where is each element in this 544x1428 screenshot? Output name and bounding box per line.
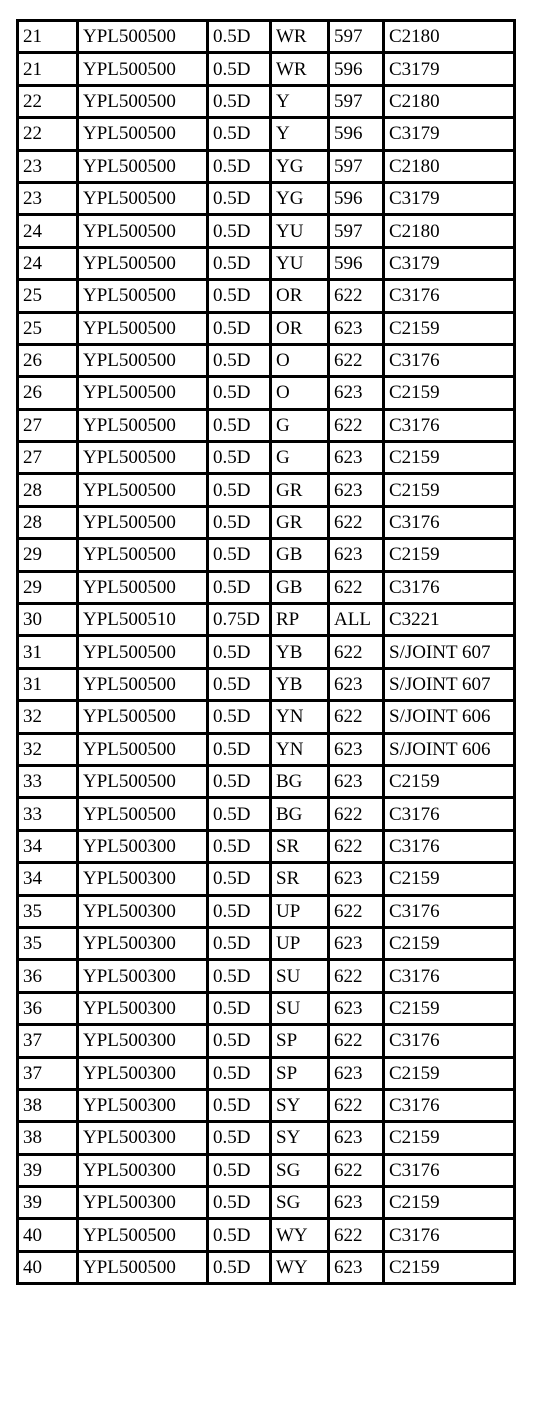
wire-color-cell: SY	[271, 1089, 329, 1121]
connector-cell: C2159	[384, 1187, 515, 1219]
circuit-ref-cell: 623	[329, 377, 384, 409]
circuit-ref-cell: 623	[329, 668, 384, 700]
wire-color-cell: BG	[271, 765, 329, 797]
wire-color-cell: GR	[271, 474, 329, 506]
circuit-ref-cell: 622	[329, 636, 384, 668]
table-row	[18, 604, 515, 636]
table-row	[18, 1187, 515, 1219]
part-number-cell: YPL500500	[78, 701, 208, 733]
part-number-cell: YPL500300	[78, 1187, 208, 1219]
circuit-ref-cell: 622	[329, 1089, 384, 1121]
wire-number-cell: 32	[18, 733, 78, 765]
table-row	[18, 506, 515, 538]
table-row	[18, 960, 515, 992]
wire-number-cell: 26	[18, 377, 78, 409]
circuit-ref-cell: 596	[329, 247, 384, 279]
connector-cell: S/JOINT 607	[384, 636, 515, 668]
wire-number-cell: 24	[18, 215, 78, 247]
connector-cell: C2159	[384, 765, 515, 797]
connector-cell: C2159	[384, 927, 515, 959]
circuit-ref-cell: 623	[329, 1251, 384, 1283]
wire-size-cell: 0.5D	[208, 506, 271, 538]
connector-cell: C3179	[384, 53, 515, 85]
circuit-ref-cell: 622	[329, 830, 384, 862]
wire-number-cell: 37	[18, 1025, 78, 1057]
wire-size-cell: 0.5D	[208, 701, 271, 733]
part-number-cell: YPL500500	[78, 539, 208, 571]
connector-cell: C3179	[384, 247, 515, 279]
connector-cell: C3176	[384, 280, 515, 312]
part-number-cell: YPL500500	[78, 409, 208, 441]
connector-cell: C3176	[384, 798, 515, 830]
wire-size-cell: 0.5D	[208, 1057, 271, 1089]
table-row	[18, 118, 515, 150]
wire-number-cell: 26	[18, 344, 78, 376]
wire-size-cell: 0.5D	[208, 150, 271, 182]
connector-cell: C3179	[384, 182, 515, 214]
wire-size-cell: 0.5D	[208, 895, 271, 927]
wire-color-cell: WY	[271, 1219, 329, 1251]
table-row	[18, 863, 515, 895]
wire-size-cell: 0.5D	[208, 118, 271, 150]
circuit-ref-cell: 623	[329, 863, 384, 895]
wire-number-cell: 28	[18, 474, 78, 506]
part-number-cell: YPL500500	[78, 312, 208, 344]
part-number-cell: YPL500300	[78, 1154, 208, 1186]
connector-cell: C2159	[384, 992, 515, 1024]
wire-size-cell: 0.5D	[208, 215, 271, 247]
wire-number-cell: 23	[18, 182, 78, 214]
circuit-ref-cell: 622	[329, 960, 384, 992]
wire-color-cell: WY	[271, 1251, 329, 1283]
wire-color-cell: YB	[271, 668, 329, 700]
wire-number-cell: 31	[18, 668, 78, 700]
table-row	[18, 409, 515, 441]
connector-cell: C2159	[384, 1251, 515, 1283]
connector-cell: C2159	[384, 539, 515, 571]
wire-size-cell: 0.5D	[208, 992, 271, 1024]
wire-size-cell: 0.5D	[208, 344, 271, 376]
part-number-cell: YPL500300	[78, 1057, 208, 1089]
circuit-ref-cell: 622	[329, 701, 384, 733]
wiring-table-body	[18, 21, 515, 1284]
table-row	[18, 733, 515, 765]
circuit-ref-cell: 623	[329, 442, 384, 474]
wire-size-cell: 0.5D	[208, 539, 271, 571]
wire-size-cell: 0.5D	[208, 21, 271, 53]
part-number-cell: YPL500500	[78, 118, 208, 150]
part-number-cell: YPL500300	[78, 927, 208, 959]
wire-number-cell: 22	[18, 85, 78, 117]
wire-color-cell: BG	[271, 798, 329, 830]
circuit-ref-cell: 623	[329, 1057, 384, 1089]
wire-number-cell: 38	[18, 1089, 78, 1121]
wire-size-cell: 0.5D	[208, 1089, 271, 1121]
part-number-cell: YPL500500	[78, 442, 208, 474]
wire-color-cell: YN	[271, 733, 329, 765]
table-row	[18, 215, 515, 247]
connector-cell: C3176	[384, 1219, 515, 1251]
wire-color-cell: SP	[271, 1025, 329, 1057]
wire-number-cell: 30	[18, 604, 78, 636]
wire-color-cell: Y	[271, 85, 329, 117]
part-number-cell: YPL500300	[78, 1122, 208, 1154]
circuit-ref-cell: 623	[329, 765, 384, 797]
wire-size-cell: 0.5D	[208, 442, 271, 474]
table-row	[18, 927, 515, 959]
connector-cell: C3176	[384, 1089, 515, 1121]
wire-size-cell: 0.5D	[208, 927, 271, 959]
connector-cell: C2159	[384, 1057, 515, 1089]
wire-number-cell: 29	[18, 539, 78, 571]
wire-color-cell: G	[271, 409, 329, 441]
wire-number-cell: 34	[18, 830, 78, 862]
connector-cell: C3176	[384, 1154, 515, 1186]
wire-color-cell: O	[271, 344, 329, 376]
wire-number-cell: 31	[18, 636, 78, 668]
wire-size-cell: 0.5D	[208, 280, 271, 312]
circuit-ref-cell: 622	[329, 344, 384, 376]
connector-cell: S/JOINT 607	[384, 668, 515, 700]
circuit-ref-cell: 622	[329, 1219, 384, 1251]
table-row	[18, 247, 515, 279]
table-row	[18, 344, 515, 376]
circuit-ref-cell: 622	[329, 280, 384, 312]
wire-color-cell: Y	[271, 118, 329, 150]
table-row	[18, 1089, 515, 1121]
wire-color-cell: OR	[271, 312, 329, 344]
table-row	[18, 992, 515, 1024]
part-number-cell: YPL500500	[78, 571, 208, 603]
wire-color-cell: SU	[271, 960, 329, 992]
connector-cell: C3176	[384, 409, 515, 441]
wire-size-cell: 0.75D	[208, 604, 271, 636]
connector-cell: C3176	[384, 571, 515, 603]
wire-number-cell: 35	[18, 895, 78, 927]
circuit-ref-cell: 597	[329, 215, 384, 247]
wire-color-cell: YG	[271, 150, 329, 182]
circuit-ref-cell: 623	[329, 733, 384, 765]
wire-number-cell: 36	[18, 960, 78, 992]
wire-color-cell: SR	[271, 863, 329, 895]
wire-color-cell: SU	[271, 992, 329, 1024]
connector-cell: C3176	[384, 506, 515, 538]
connector-cell: C3176	[384, 344, 515, 376]
wire-size-cell: 0.5D	[208, 409, 271, 441]
wire-size-cell: 0.5D	[208, 474, 271, 506]
connector-cell: C2180	[384, 21, 515, 53]
wire-number-cell: 27	[18, 409, 78, 441]
wire-color-cell: SR	[271, 830, 329, 862]
wire-size-cell: 0.5D	[208, 182, 271, 214]
wiring-table	[16, 19, 516, 1285]
part-number-cell: YPL500500	[78, 344, 208, 376]
table-row	[18, 53, 515, 85]
connector-cell: C2159	[384, 1122, 515, 1154]
wire-number-cell: 23	[18, 150, 78, 182]
wire-size-cell: 0.5D	[208, 1187, 271, 1219]
part-number-cell: YPL500500	[78, 53, 208, 85]
wire-size-cell: 0.5D	[208, 765, 271, 797]
table-row	[18, 668, 515, 700]
wire-number-cell: 22	[18, 118, 78, 150]
part-number-cell: YPL500300	[78, 992, 208, 1024]
wire-color-cell: O	[271, 377, 329, 409]
wire-size-cell: 0.5D	[208, 377, 271, 409]
circuit-ref-cell: 596	[329, 118, 384, 150]
part-number-cell: YPL500500	[78, 215, 208, 247]
table-row	[18, 150, 515, 182]
wire-color-cell: G	[271, 442, 329, 474]
wire-size-cell: 0.5D	[208, 1025, 271, 1057]
wire-number-cell: 21	[18, 21, 78, 53]
part-number-cell: YPL500500	[78, 1219, 208, 1251]
table-row	[18, 474, 515, 506]
part-number-cell: YPL500500	[78, 21, 208, 53]
wire-color-cell: RP	[271, 604, 329, 636]
wire-size-cell: 0.5D	[208, 1154, 271, 1186]
wire-color-cell: SY	[271, 1122, 329, 1154]
part-number-cell: YPL500500	[78, 506, 208, 538]
wire-number-cell: 25	[18, 312, 78, 344]
wire-color-cell: GB	[271, 571, 329, 603]
circuit-ref-cell: 623	[329, 927, 384, 959]
circuit-ref-cell: 622	[329, 1025, 384, 1057]
connector-cell: C3176	[384, 895, 515, 927]
wire-number-cell: 28	[18, 506, 78, 538]
table-row	[18, 830, 515, 862]
wire-color-cell: UP	[271, 927, 329, 959]
wire-color-cell: YU	[271, 215, 329, 247]
circuit-ref-cell: 596	[329, 182, 384, 214]
circuit-ref-cell: 623	[329, 992, 384, 1024]
part-number-cell: YPL500500	[78, 798, 208, 830]
connector-cell: S/JOINT 606	[384, 701, 515, 733]
table-row	[18, 1057, 515, 1089]
wire-color-cell: GR	[271, 506, 329, 538]
circuit-ref-cell: 623	[329, 1187, 384, 1219]
wire-color-cell: OR	[271, 280, 329, 312]
circuit-ref-cell: 597	[329, 21, 384, 53]
part-number-cell: YPL500500	[78, 377, 208, 409]
part-number-cell: YPL500500	[78, 150, 208, 182]
part-number-cell: YPL500500	[78, 247, 208, 279]
part-number-cell: YPL500500	[78, 765, 208, 797]
table-row	[18, 895, 515, 927]
connector-cell: C2180	[384, 215, 515, 247]
connector-cell: C2180	[384, 150, 515, 182]
connector-cell: C2159	[384, 863, 515, 895]
circuit-ref-cell: 623	[329, 474, 384, 506]
circuit-ref-cell: 622	[329, 506, 384, 538]
circuit-ref-cell: 623	[329, 1122, 384, 1154]
wire-size-cell: 0.5D	[208, 53, 271, 85]
connector-cell: C3176	[384, 830, 515, 862]
part-number-cell: YPL500500	[78, 182, 208, 214]
part-number-cell: YPL500500	[78, 668, 208, 700]
table-row	[18, 1122, 515, 1154]
wire-size-cell: 0.5D	[208, 636, 271, 668]
table-row	[18, 21, 515, 53]
table-row	[18, 377, 515, 409]
table-row	[18, 280, 515, 312]
table-row	[18, 312, 515, 344]
table-row	[18, 765, 515, 797]
circuit-ref-cell: 622	[329, 409, 384, 441]
part-number-cell: YPL500300	[78, 830, 208, 862]
table-row	[18, 571, 515, 603]
table-row	[18, 442, 515, 474]
circuit-ref-cell: 623	[329, 539, 384, 571]
wire-number-cell: 39	[18, 1187, 78, 1219]
wire-number-cell: 32	[18, 701, 78, 733]
wire-size-cell: 0.5D	[208, 830, 271, 862]
wire-number-cell: 34	[18, 863, 78, 895]
circuit-ref-cell: 597	[329, 150, 384, 182]
wire-color-cell: SP	[271, 1057, 329, 1089]
wire-size-cell: 0.5D	[208, 1122, 271, 1154]
wire-number-cell: 33	[18, 798, 78, 830]
circuit-ref-cell: 622	[329, 571, 384, 603]
table-row	[18, 1025, 515, 1057]
wire-number-cell: 24	[18, 247, 78, 279]
part-number-cell: YPL500500	[78, 280, 208, 312]
wire-size-cell: 0.5D	[208, 733, 271, 765]
wire-size-cell: 0.5D	[208, 1251, 271, 1283]
wire-color-cell: YB	[271, 636, 329, 668]
part-number-cell: YPL500510	[78, 604, 208, 636]
table-row	[18, 798, 515, 830]
wire-number-cell: 35	[18, 927, 78, 959]
table-row	[18, 1251, 515, 1283]
wire-size-cell: 0.5D	[208, 1219, 271, 1251]
connector-cell: C3179	[384, 118, 515, 150]
wire-color-cell: YG	[271, 182, 329, 214]
wire-color-cell: YU	[271, 247, 329, 279]
table-row	[18, 182, 515, 214]
connector-cell: C2159	[384, 474, 515, 506]
circuit-ref-cell: 622	[329, 798, 384, 830]
part-number-cell: YPL500500	[78, 1251, 208, 1283]
connector-cell: C2159	[384, 442, 515, 474]
connector-cell: C3176	[384, 960, 515, 992]
wire-number-cell: 40	[18, 1219, 78, 1251]
wire-size-cell: 0.5D	[208, 85, 271, 117]
part-number-cell: YPL500300	[78, 1025, 208, 1057]
wire-number-cell: 40	[18, 1251, 78, 1283]
connector-cell: C3176	[384, 1025, 515, 1057]
wire-color-cell: GB	[271, 539, 329, 571]
circuit-ref-cell: 623	[329, 312, 384, 344]
table-row	[18, 701, 515, 733]
connector-cell: S/JOINT 606	[384, 733, 515, 765]
circuit-ref-cell: 622	[329, 1154, 384, 1186]
connector-cell: C2180	[384, 85, 515, 117]
part-number-cell: YPL500500	[78, 474, 208, 506]
connector-cell: C2159	[384, 312, 515, 344]
wire-number-cell: 25	[18, 280, 78, 312]
connector-cell: C3221	[384, 604, 515, 636]
wire-number-cell: 39	[18, 1154, 78, 1186]
wire-color-cell: WR	[271, 53, 329, 85]
wire-number-cell: 36	[18, 992, 78, 1024]
wire-color-cell: WR	[271, 21, 329, 53]
circuit-ref-cell: 596	[329, 53, 384, 85]
part-number-cell: YPL500500	[78, 636, 208, 668]
wire-size-cell: 0.5D	[208, 571, 271, 603]
wire-number-cell: 33	[18, 765, 78, 797]
wire-size-cell: 0.5D	[208, 247, 271, 279]
table-row	[18, 636, 515, 668]
table-row	[18, 539, 515, 571]
wire-color-cell: YN	[271, 701, 329, 733]
circuit-ref-cell: ALL	[329, 604, 384, 636]
table-row	[18, 1219, 515, 1251]
part-number-cell: YPL500300	[78, 863, 208, 895]
wire-number-cell: 29	[18, 571, 78, 603]
wire-size-cell: 0.5D	[208, 312, 271, 344]
part-number-cell: YPL500300	[78, 960, 208, 992]
wire-number-cell: 38	[18, 1122, 78, 1154]
wire-color-cell: SG	[271, 1187, 329, 1219]
circuit-ref-cell: 622	[329, 895, 384, 927]
wire-color-cell: SG	[271, 1154, 329, 1186]
wire-color-cell: UP	[271, 895, 329, 927]
wire-size-cell: 0.5D	[208, 863, 271, 895]
table-row	[18, 85, 515, 117]
wire-size-cell: 0.5D	[208, 798, 271, 830]
wire-size-cell: 0.5D	[208, 668, 271, 700]
wire-number-cell: 27	[18, 442, 78, 474]
part-number-cell: YPL500300	[78, 895, 208, 927]
wire-size-cell: 0.5D	[208, 960, 271, 992]
part-number-cell: YPL500500	[78, 85, 208, 117]
wire-number-cell: 21	[18, 53, 78, 85]
table-row	[18, 1154, 515, 1186]
circuit-ref-cell: 597	[329, 85, 384, 117]
wire-number-cell: 37	[18, 1057, 78, 1089]
part-number-cell: YPL500300	[78, 1089, 208, 1121]
connector-cell: C2159	[384, 377, 515, 409]
part-number-cell: YPL500500	[78, 733, 208, 765]
